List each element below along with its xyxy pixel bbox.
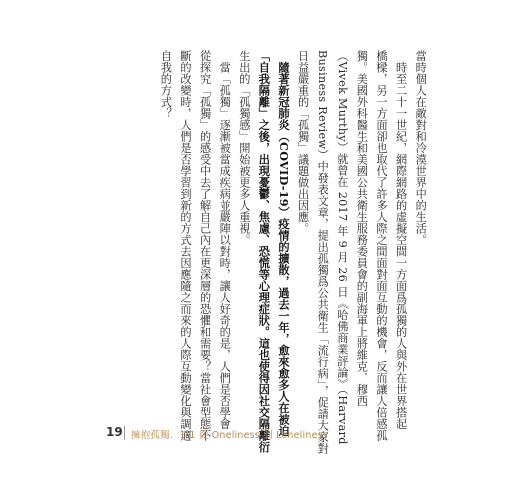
text-column: 生出的「孤獨感」開始被更多人重視。 [237,50,251,246]
text-column: （Vivek Murthy）就曾在 2017 年 9 月 26 日《哈佛商業評論》（Harvard [335,50,349,445]
text-column: 橋樑，另一方面卻也取代了許多人際之間面對面互動的機會，反而讓人倍感孤 [375,50,388,441]
footer-divider [124,426,125,440]
text-column: 當時個人在敵對和冷漠世界中的生活。 [414,50,428,246]
text-column: 斷的改變時，人們是否學習到新的方式去因應隨之而來的人際互動變化與調適 [179,50,192,441]
text-column: Business Review）中發表文章，提出孤獨爲公共衛生「流行病」，促請大家對 [316,50,330,455]
text-column: 從探究「孤獨」的感受中去了解自己內在更深層的恐懼和需要？當社會型態不 [198,50,212,441]
page-footer [0,423,520,445]
text-column: 「自我隔離」之後，出現憂鬱、焦慮、恐慌等心理症狀。這也使得因社交隔離衍 [257,50,272,453]
page-number: 19 [106,425,123,439]
text-column: 自我的方式？ [159,50,173,119]
text-column: 隨著新冠肺炎（COVID-19）疫情的擴散，過去一年，愈來愈多人在被迫 [277,50,291,437]
running-head: 擁抱孤獨．1-1 從 Oneliness 到 Loneliness [131,430,328,441]
text-column: 當「孤獨」逐漸被當成疾病並嚴陣以對時，讓人好奇的是，人們是否學會 [218,50,232,430]
text-column: 日益嚴重的「孤獨」議題做出因應。 [296,50,310,234]
text-column: 時至二十一世紀，網際網路的虛擬空間一方面爲孤獨的人與外在世界搭起 [394,50,408,430]
text-column: 獨。美國外科醫生和美國公共衛生服務委員會的副海軍上將維克．穆西 [355,50,369,407]
